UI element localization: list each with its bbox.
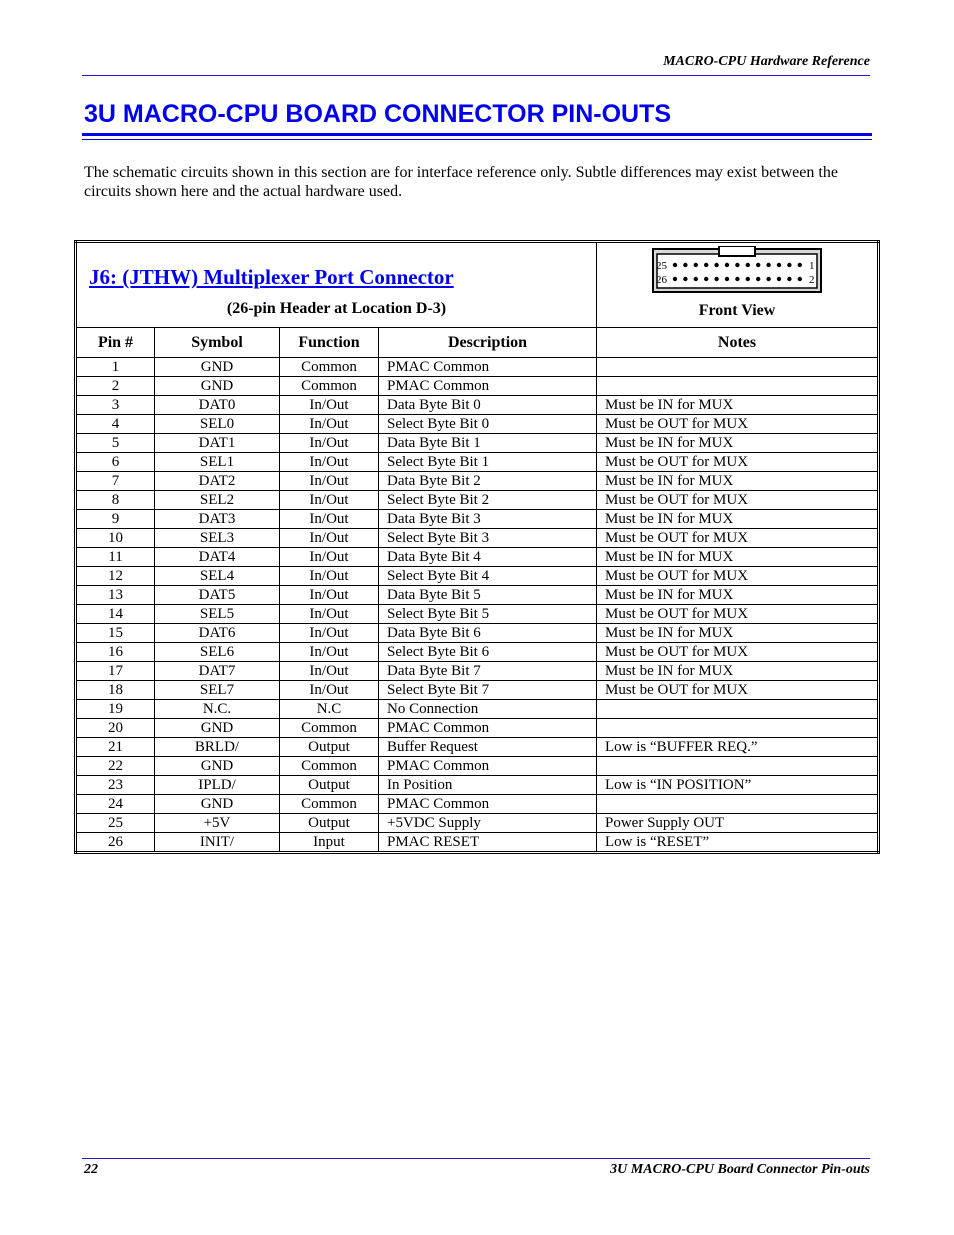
cell-notes	[597, 700, 879, 719]
cell-description: In Position	[379, 776, 597, 795]
header-pin	[704, 277, 708, 281]
cell-description: PMAC Common	[379, 757, 597, 776]
table-row	[76, 491, 879, 510]
cell-notes: Must be IN for MUX	[597, 510, 879, 529]
cell-symbol: GND	[155, 358, 280, 377]
footer-section-name: 3U MACRO-CPU Board Connector Pin-outs	[610, 1162, 870, 1177]
cell-function: In/Out	[280, 681, 379, 700]
cell-pin: 8	[76, 491, 155, 510]
cell-description: Data Byte Bit 5	[379, 586, 597, 605]
cell-description: +5VDC Supply	[379, 814, 597, 833]
cell-pin: 22	[76, 757, 155, 776]
cell-symbol: N.C.	[155, 700, 280, 719]
header-pin	[683, 263, 687, 267]
table-row	[76, 624, 879, 643]
header-pin	[787, 277, 791, 281]
cell-pin: 12	[76, 567, 155, 586]
table-row	[76, 757, 879, 776]
cell-description: Data Byte Bit 6	[379, 624, 597, 643]
cell-description: PMAC Common	[379, 795, 597, 814]
cell-pin: 20	[76, 719, 155, 738]
cell-symbol: SEL4	[155, 567, 280, 586]
cell-description: Data Byte Bit 4	[379, 548, 597, 567]
cell-function: In/Out	[280, 567, 379, 586]
pin-label-top-right: 1	[809, 260, 815, 272]
cell-pin: 23	[76, 776, 155, 795]
header-pin	[787, 263, 791, 267]
cell-notes: Low is “IN POSITION”	[597, 776, 879, 795]
cell-symbol: SEL1	[155, 453, 280, 472]
cell-function: Input	[280, 833, 379, 853]
cell-pin: 14	[76, 605, 155, 624]
cell-pin: 25	[76, 814, 155, 833]
cell-notes	[597, 757, 879, 776]
header-pin	[798, 277, 802, 281]
cell-notes	[597, 358, 879, 377]
header-pin	[725, 263, 729, 267]
pin-label-top-left: 25	[656, 260, 667, 272]
header-pin	[683, 277, 687, 281]
header-pin	[746, 263, 750, 267]
cell-function: Common	[280, 358, 379, 377]
cell-symbol: GND	[155, 757, 280, 776]
header-pin	[694, 263, 698, 267]
cell-notes: Must be IN for MUX	[597, 396, 879, 415]
header-key-notch	[719, 246, 755, 256]
title-rule-thick	[82, 133, 872, 136]
cell-pin: 10	[76, 529, 155, 548]
header-pin	[756, 263, 760, 267]
cell-notes: Power Supply OUT	[597, 814, 879, 833]
cell-description: Data Byte Bit 2	[379, 472, 597, 491]
table-row	[76, 453, 879, 472]
header-pin	[714, 277, 718, 281]
col-header-function: Function	[280, 328, 379, 358]
cell-pin: 15	[76, 624, 155, 643]
cell-symbol: SEL5	[155, 605, 280, 624]
cell-pin: 13	[76, 586, 155, 605]
table-row	[76, 567, 879, 586]
cell-notes: Must be IN for MUX	[597, 586, 879, 605]
cell-description: Select Byte Bit 7	[379, 681, 597, 700]
table-row	[76, 738, 879, 757]
header-pin	[673, 263, 677, 267]
header-pin	[714, 263, 718, 267]
cell-pin: 7	[76, 472, 155, 491]
col-header-pin: Pin #	[76, 328, 155, 358]
table-row	[76, 396, 879, 415]
cell-function: Output	[280, 738, 379, 757]
cell-symbol: GND	[155, 795, 280, 814]
cell-symbol: BRLD/	[155, 738, 280, 757]
cell-symbol: DAT3	[155, 510, 280, 529]
cell-notes	[597, 719, 879, 738]
cell-pin: 19	[76, 700, 155, 719]
section-title: 3U MACRO-CPU BOARD CONNECTOR PIN-OUTS	[84, 100, 672, 128]
cell-pin: 2	[76, 377, 155, 396]
cell-notes: Low is “BUFFER REQ.”	[597, 738, 879, 757]
cell-symbol: INIT/	[155, 833, 280, 853]
cell-function: In/Out	[280, 510, 379, 529]
cell-function: In/Out	[280, 586, 379, 605]
cell-pin: 4	[76, 415, 155, 434]
cell-description: Data Byte Bit 0	[379, 396, 597, 415]
cell-description: Data Byte Bit 3	[379, 510, 597, 529]
table-row	[76, 377, 879, 396]
header-pin	[756, 277, 760, 281]
cell-notes: Must be OUT for MUX	[597, 491, 879, 510]
cell-description: Select Byte Bit 3	[379, 529, 597, 548]
table-row	[76, 814, 879, 833]
cell-notes: Must be IN for MUX	[597, 548, 879, 567]
table-row	[76, 795, 879, 814]
cell-function: N.C	[280, 700, 379, 719]
cell-notes: Must be OUT for MUX	[597, 605, 879, 624]
cell-pin: 21	[76, 738, 155, 757]
table-row	[76, 586, 879, 605]
cell-symbol: GND	[155, 719, 280, 738]
cell-symbol: GND	[155, 377, 280, 396]
cell-symbol: DAT0	[155, 396, 280, 415]
header-pin	[777, 263, 781, 267]
cell-pin: 26	[76, 833, 155, 853]
connector-front-view-cell	[597, 242, 879, 328]
cell-function: Output	[280, 814, 379, 833]
cell-function: In/Out	[280, 453, 379, 472]
cell-symbol: SEL3	[155, 529, 280, 548]
cell-notes: Low is “RESET”	[597, 833, 879, 853]
table-row	[76, 472, 879, 491]
cell-description: PMAC RESET	[379, 833, 597, 853]
cell-symbol: DAT1	[155, 434, 280, 453]
col-header-symbol: Symbol	[155, 328, 280, 358]
cell-pin: 16	[76, 643, 155, 662]
cell-function: In/Out	[280, 415, 379, 434]
cell-symbol: SEL6	[155, 643, 280, 662]
table-row	[76, 605, 879, 624]
front-view-label: Front View	[698, 302, 776, 319]
footer-rule	[82, 1158, 870, 1159]
cell-symbol: +5V	[155, 814, 280, 833]
cell-pin: 11	[76, 548, 155, 567]
cell-function: In/Out	[280, 624, 379, 643]
connector-title-link[interactable]: J6: (JTHW) Multiplexer Port Connector	[89, 265, 454, 289]
cell-function: In/Out	[280, 548, 379, 567]
cell-function: In/Out	[280, 662, 379, 681]
connector-subtitle: (26-pin Header at Location D-3)	[226, 300, 447, 317]
cell-pin: 24	[76, 795, 155, 814]
cell-description: Data Byte Bit 1	[379, 434, 597, 453]
title-rule-thin	[82, 139, 872, 140]
table-row	[76, 833, 879, 853]
page-number: 22	[84, 1162, 98, 1177]
cell-symbol: SEL0	[155, 415, 280, 434]
cell-function: Output	[280, 776, 379, 795]
cell-description: Select Byte Bit 2	[379, 491, 597, 510]
intro-paragraph: The schematic circuits shown in this section are for interface reference only. Subtle differences may exist between the circuits shown here and the actual hardware used.	[84, 164, 838, 200]
column-header-row	[76, 328, 879, 358]
cell-description: PMAC Common	[379, 358, 597, 377]
cell-function: Common	[280, 757, 379, 776]
header-pin	[673, 277, 677, 281]
cell-description: Data Byte Bit 7	[379, 662, 597, 681]
pinout-table	[74, 240, 880, 854]
cell-description: No Connection	[379, 700, 597, 719]
cell-symbol: DAT5	[155, 586, 280, 605]
cell-notes: Must be OUT for MUX	[597, 681, 879, 700]
cell-notes: Must be OUT for MUX	[597, 643, 879, 662]
cell-symbol: DAT4	[155, 548, 280, 567]
cell-symbol: DAT6	[155, 624, 280, 643]
cell-symbol: SEL2	[155, 491, 280, 510]
table-row	[76, 719, 879, 738]
pin-label-bottom-left: 26	[656, 274, 667, 286]
header-pin	[694, 277, 698, 281]
cell-notes: Must be OUT for MUX	[597, 415, 879, 434]
cell-function: In/Out	[280, 643, 379, 662]
cell-function: Common	[280, 719, 379, 738]
cell-notes: Must be IN for MUX	[597, 434, 879, 453]
header-pin	[777, 277, 781, 281]
table-row	[76, 358, 879, 377]
cell-pin: 9	[76, 510, 155, 529]
cell-symbol: DAT2	[155, 472, 280, 491]
header-pin	[766, 277, 770, 281]
cell-description: Select Byte Bit 5	[379, 605, 597, 624]
table-row	[76, 510, 879, 529]
cell-notes: Must be OUT for MUX	[597, 529, 879, 548]
table-row	[76, 700, 879, 719]
cell-function: In/Out	[280, 434, 379, 453]
cell-function: In/Out	[280, 529, 379, 548]
header-inner-cavity	[657, 254, 817, 288]
header-pin	[746, 277, 750, 281]
cell-description: PMAC Common	[379, 719, 597, 738]
cell-notes	[597, 795, 879, 814]
table-row	[76, 548, 879, 567]
connector-header-diagram	[652, 246, 822, 294]
col-header-notes: Notes	[597, 328, 879, 358]
cell-function: In/Out	[280, 396, 379, 415]
cell-symbol: DAT7	[155, 662, 280, 681]
cell-function: In/Out	[280, 605, 379, 624]
connector-title-cell	[76, 242, 597, 328]
cell-description: Select Byte Bit 6	[379, 643, 597, 662]
running-header: MACRO-CPU Hardware Reference	[663, 54, 870, 69]
cell-pin: 3	[76, 396, 155, 415]
pin-label-bottom-right: 2	[809, 274, 815, 286]
cell-pin: 17	[76, 662, 155, 681]
cell-function: In/Out	[280, 472, 379, 491]
cell-notes: Must be OUT for MUX	[597, 453, 879, 472]
header-pin	[704, 263, 708, 267]
header-pin	[725, 277, 729, 281]
cell-notes: Must be IN for MUX	[597, 472, 879, 491]
table-row	[76, 776, 879, 795]
header-pin	[735, 277, 739, 281]
header-pin	[766, 263, 770, 267]
header-rule	[82, 75, 870, 76]
cell-description: Select Byte Bit 1	[379, 453, 597, 472]
cell-description: Buffer Request	[379, 738, 597, 757]
table-row	[76, 415, 879, 434]
table-row	[76, 643, 879, 662]
table-row	[76, 434, 879, 453]
cell-notes	[597, 377, 879, 396]
header-pin	[735, 263, 739, 267]
cell-symbol: SEL7	[155, 681, 280, 700]
cell-description: Select Byte Bit 4	[379, 567, 597, 586]
table-row	[76, 529, 879, 548]
cell-description: PMAC Common	[379, 377, 597, 396]
cell-function: Common	[280, 377, 379, 396]
col-header-description: Description	[379, 328, 597, 358]
cell-function: In/Out	[280, 491, 379, 510]
pinout-table-body	[76, 358, 879, 853]
cell-function: Common	[280, 795, 379, 814]
cell-notes: Must be OUT for MUX	[597, 567, 879, 586]
table-row	[76, 662, 879, 681]
cell-description: Select Byte Bit 0	[379, 415, 597, 434]
cell-pin: 1	[76, 358, 155, 377]
header-pin	[798, 263, 802, 267]
cell-notes: Must be IN for MUX	[597, 662, 879, 681]
cell-pin: 5	[76, 434, 155, 453]
cell-pin: 18	[76, 681, 155, 700]
cell-pin: 6	[76, 453, 155, 472]
cell-notes: Must be IN for MUX	[597, 624, 879, 643]
table-row	[76, 681, 879, 700]
cell-symbol: IPLD/	[155, 776, 280, 795]
